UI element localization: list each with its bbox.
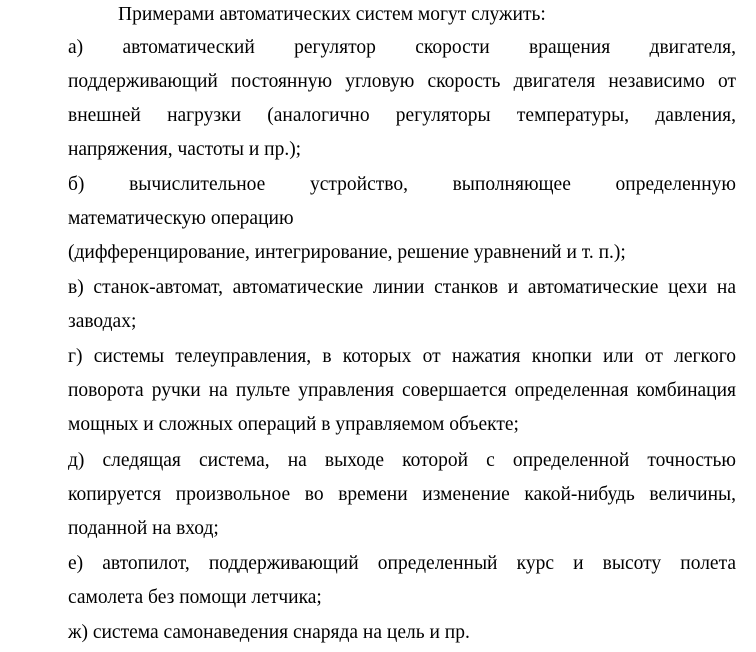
text-line: поддерживающий постоянную угловую скорость двигателя независимо от [68,71,736,92]
text-line: д) следящая система, на выходе которой с определенной точностью [68,450,736,471]
text-line: мощных и сложных операций в управляемом объекте; [68,414,519,435]
text-line: поданной на вход; [68,518,219,539]
text-line: б) вычислительное устройство, выполняющее определенную [68,174,736,195]
text-line: а) автоматический регулятор скорости вращения двигателя, [68,37,736,58]
text-line: ж) система самонаведения снаряда на цель и пр. [68,622,470,643]
text-line: поворота ручки на пульте управления совершается определенная комбинация [68,380,736,401]
text-line: напряжения, частоты и пр.); [68,139,302,160]
text-line: внешней нагрузки (аналогично регуляторы температуры, давления, [68,105,736,126]
intro-line: Примерами автоматических систем могут служить: [118,4,546,25]
text-line: г) системы телеуправления, в которых от нажатия кнопки или от легкого [68,346,736,367]
text-line: математическую операцию [68,208,294,229]
text-line: в) станок-автомат, автоматические линии станков и автоматические цехи на [68,277,736,298]
text-line: е) автопилот, поддерживающий определенный курс и высоту полета [68,553,736,574]
text-line: самолета без помощи летчика; [68,587,322,608]
text-line: копируется произвольное во времени изменение какой-нибудь величины, [68,484,736,505]
text-line: (дифференцирование, интегрирование, решение уравнений и т. п.); [68,242,626,263]
text-line: заводах; [68,311,137,332]
